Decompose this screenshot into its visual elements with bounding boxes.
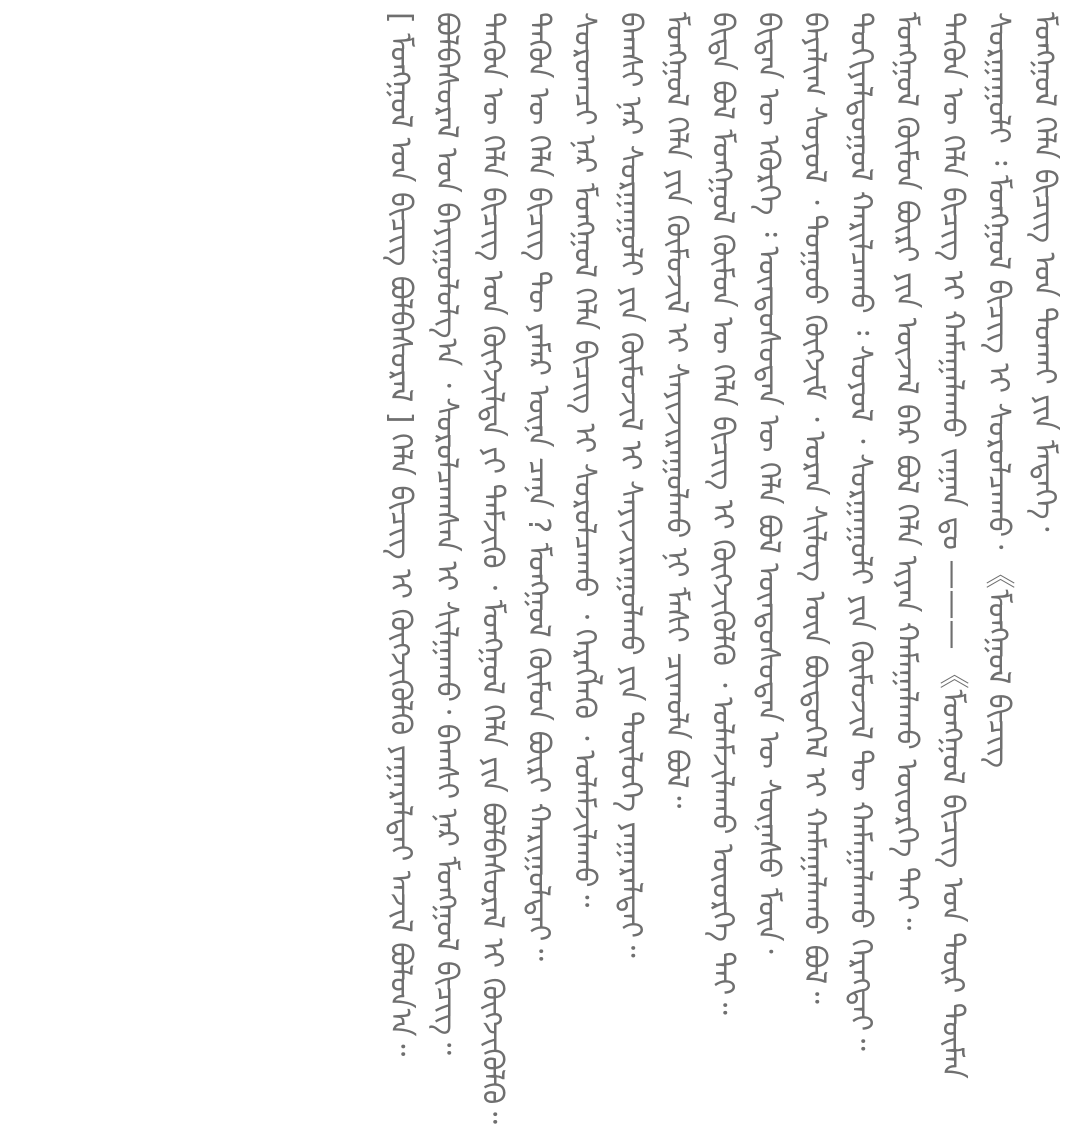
text-line: ᠰᠤᠷᠤᠭᠴᠢ ᠨᠠᠷ ᠮᠣᠩᠭᠤᠯ ᠬᠡᠯᠡ ᠪᠢᠴᠢᠭ ᠢ ᠰᠤᠷᠤᠯᠴᠠᠬᠤ ᠂ ᠬᠡᠷᠡᠭᠯᠡᠬᠦ ᠂ ᠤᠯᠠᠮᠵᠢᠯᠠᠬᠤ᠃ bbox=[567, 12, 602, 908]
text-column-15 bbox=[378, 12, 422, 1057]
text-line: ᠪᠠᠭᠰᠢ ᠨᠠᠷ ᠰᠤᠷᠭᠠᠭᠤᠯᠢ ᠶᠢᠨ ᠬᠦᠮᠦᠵᠢᠯ ᠢ ᠰᠠᠶᠢᠵᠢᠷᠠᠭᠤᠯᠬᠤ ᠶᠢᠨ ᠲᠥᠯᠥᠭᠡ ᠶᠠᠭᠠᠷᠠᠯᠲᠠᠢ᠃ bbox=[613, 12, 648, 958]
text-column-7 bbox=[746, 12, 790, 987]
text-column-6 bbox=[792, 12, 836, 1004]
vertical-text-block bbox=[376, 12, 1066, 1124]
text-line: ᠲᠡᠭᠦᠨ ᠦ ᠬᠡᠯᠡ ᠪᠢᠴᠢᠭ ᠲᠦ ᠶᠠᠮᠠᠷ ᠦᠨᠡ ᠴᠡᠨᠡ ? ᠮᠣᠩᠭᠤᠯ ᠬᠦᠮᠦᠨ ᠪᠦᠷᠢ ᠬᠠᠷᠢᠭᠤᠯᠲᠠᠢ᠃ bbox=[521, 12, 556, 961]
text-line: [ ᠮᠣᠩᠭᠤᠯ ᠤᠨ ᠪᠢᠴᠢᠭ ᠪᠣᠯᠪᠠᠰᠤᠷᠠᠯ ] ᠬᠡᠯᠡ ᠪᠢᠴᠢᠭ ᠢ ᠬᠥᠭᠵᠢᠭᠦᠯᠬᠦ ᠶᠠᠭᠠᠷᠠᠯᠲᠠᠢ ᠠᠵᠢᠯ ᠪᠣᠯᠤᠨ᠎ᠠ᠃ bbox=[383, 12, 418, 1057]
text-column-10 bbox=[608, 12, 652, 987]
text-line: ᠮᠣᠩᠭᠤᠯ ᠬᠡᠯᠡ ᠶᠢᠨ ᠬᠦᠮᠦᠵᠢᠯ ᠢ ᠰᠠᠶᠢᠵᠢᠷᠠᠭᠤᠯᠬᠤ ᠨᠢ ᠮᠠᠰᠢ ᠴᠢᠬᠤᠯᠠ ᠪᠣᠯ᠃ bbox=[659, 12, 694, 809]
text-column-9 bbox=[654, 12, 698, 987]
text-line: ᠪᠢᠳᠡ ᠪᠣᠯ ᠮᠣᠩᠭᠤᠯ ᠬᠦᠮᠦᠨ ᠦ ᠬᠡᠯᠡ ᠪᠢᠴᠢᠭ ᠢ ᠬᠥᠭᠵᠢᠭᠦᠯᠬᠦ ᠂ ᠤᠯᠠᠮᠵᠢᠯᠠᠬᠤ ᠦᠦᠷᠭᠡ ᠲᠠᠢ᠃ bbox=[705, 12, 740, 1015]
text-line: ᠲᠡᠭᠦᠨ ᠦ ᠬᠡᠯᠡ ᠪᠢᠴᠢᠭ ᠤᠨ ᠬᠥᠭᠵᠢᠯᠲᠡ ᠶᠢ ᠳᠡᠮᠵᠢᠬᠦ ᠂ ᠮᠣᠩᠭᠤᠯ ᠬᠡᠯᠡ ᠶᠢᠨ ᠪᠣᠯᠪᠠᠰᠤᠷᠠᠯ ᠢ ᠬᠥᠭᠵᠢᠭᠦᠯᠬᠦ᠃ bbox=[475, 12, 510, 1124]
text-line: ᠰᠤᠷᠭᠠᠭᠤᠯᠢ ᠄ ᠮᠣᠩᠭᠤᠯ ᠪᠢᠴᠢᠭ ᠢ ᠰᠤᠷᠤᠯᠴᠠᠬᠤ᠂ 《ᠮᠣᠩᠭᠤᠯ ᠪᠢᠴᠢᠭ᠌ bbox=[981, 12, 1016, 769]
text-column-4 bbox=[884, 12, 928, 987]
text-line: ᠲᠣᠬᠢᠶᠠᠯᠳᠤᠭᠤᠯ ᠬᠠᠷᠢᠯᠴᠠᠬᠤ ᠄ ᠰᠣᠶᠣᠯ ᠂ ᠰᠤᠷᠭᠠᠭᠤᠯᠢ ᠶᠢᠨ ᠬᠦᠮᠦᠵᠢᠯ ᠲᠦ ᠬᠠᠮᠠᠭᠠᠯᠠᠬᠤ ᠬᠡᠷᠡᠭᠲᠡᠢ᠃ bbox=[843, 12, 878, 1051]
text-line: ᠪᠣᠯᠪᠠᠰᠤᠷᠠᠯ ᠤᠨ ᠪᠠᠶᠢᠭᠤᠯᠤᠯᠭ᠎ᠠ ᠂ ᠰᠤᠷᠤᠯᠴᠠᠭᠰᠠᠨ ᠢ ᠰᠢᠯᠭᠠᠬᠤ᠂ ᠪᠠᠭᠰᠢ ᠨᠠᠷ ᠮᠣᠩᠭᠤᠯ ᠪᠢᠴᠢᠭ᠌᠃ bbox=[429, 12, 464, 1055]
text-column-13 bbox=[470, 12, 514, 1124]
text-column-2 bbox=[976, 12, 1020, 987]
text-line: ᠪᠠᠶᠠᠯᠢᠭ ᠰᠣᠶᠣᠯ ᠂ ᠳᠤᠭᠤᠤ ᠬᠦᠭᠵᠢᠮ ᠂ ᠤᠷᠠᠨ ᠰᠢᠯᠦᠭ ᠦᠨ ᠪᠦᠲᠦᠭᠡᠯ ᠢ ᠬᠠᠮᠠᠭᠠᠯᠠᠬᠤ ᠪᠣᠯ᠃ bbox=[797, 12, 832, 1004]
text-line: ᠪᠢᠳᠡᠨ ᠦ ᠡᠭᠦᠷᠭᠡ ᠄ ᠦᠨᠳᠦᠰᠦᠲᠡᠨ ᠦ ᠬᠡᠯᠡ ᠪᠣᠯ ᠦᠨᠳᠦᠰᠦᠲᠡᠨ ᠦ ᠰᠦᠨᠡᠰᠦ ᠮᠥᠨ᠂ bbox=[751, 12, 786, 954]
text-column-5 bbox=[838, 12, 882, 1051]
text-column-3 bbox=[930, 12, 974, 1079]
text-line: ᠲᠡᠭᠦᠨ ᠦ ᠬᠡᠯᠡ ᠪᠢᠴᠢᠭ ᠢ ᠬᠠᠮᠠᠭᠠᠯᠠᠬᠤ ᠵᠠᠭᠠᠨ ᠳᠤ ——— 《ᠮᠣᠩᠭᠤᠯ ᠪᠢᠴᠢᠭ ᠤᠨ ᠲᠦᠷ ᠲᠦᠮᠡᠨ bbox=[935, 12, 970, 1079]
text-line: ᠮᠣᠩᠭᠤᠯ ᠬᠡᠯᠡ ᠪᠢᠴᠢᠭ ᠤᠨ ᠲᠤᠬᠠᠢ ᠶᠢᠨ ᠮᠡᠳᠡᠭᠡ᠂ bbox=[1027, 12, 1062, 532]
text-column-11 bbox=[562, 12, 606, 987]
text-column-1 bbox=[1022, 12, 1066, 987]
text-line: ᠮᠣᠩᠭᠤᠯ ᠬᠦᠮᠦᠨ ᠪᠦᠷᠢ ᠶᠢᠨ ᠦᠵᠡᠯ ᠪᠠᠷ ᠪᠣᠯ ᠬᠡᠯᠡ ᠢᠶᠡᠨ ᠬᠠᠮᠠᠭᠠᠯᠠᠬᠤ ᠦᠦᠷᠭᠡ ᠲᠠᠢ᠃ bbox=[889, 12, 924, 931]
text-column-12 bbox=[516, 12, 560, 987]
text-column-14 bbox=[424, 12, 468, 1055]
text-column-8 bbox=[700, 12, 744, 1015]
